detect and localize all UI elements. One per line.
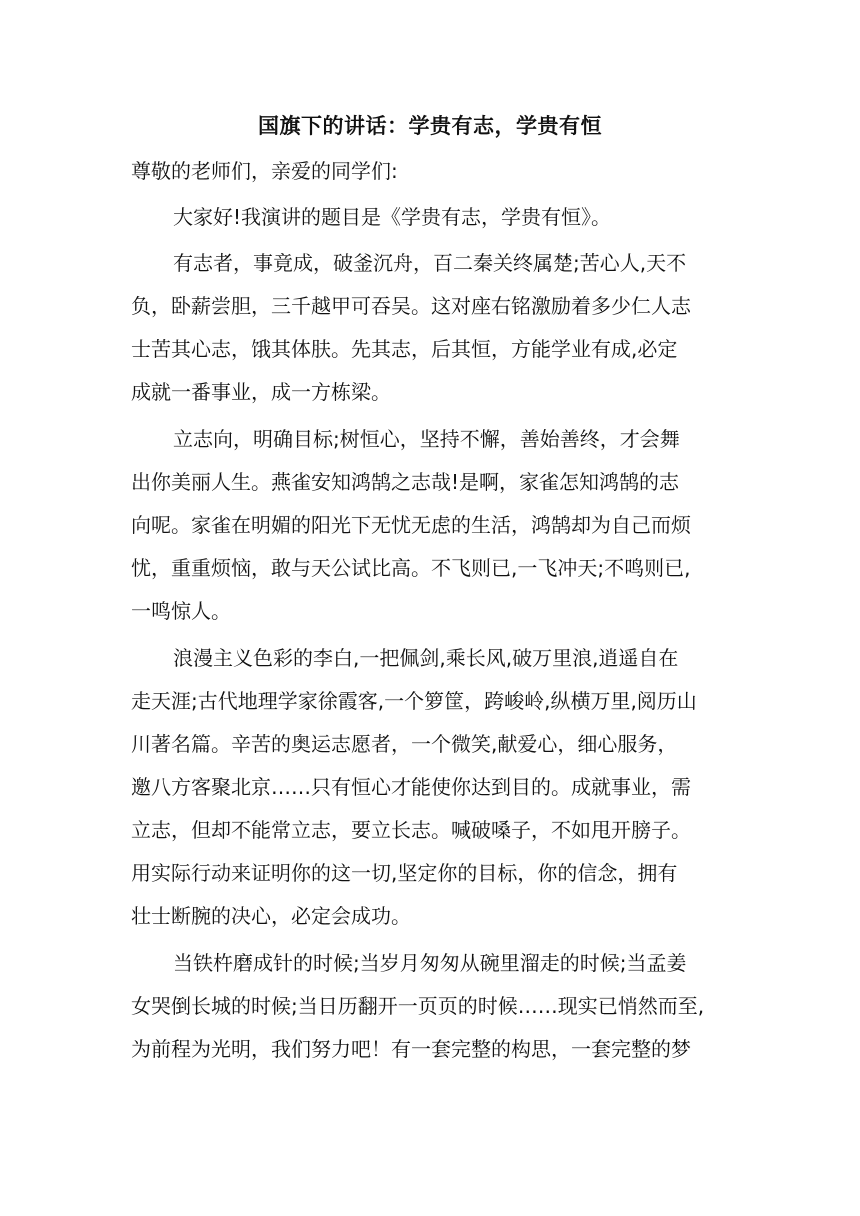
text-line: 浪漫主义色彩的李白,一把佩剑,乘长风,破万里浪,逍遥自在 <box>173 646 679 670</box>
text-line: 走天涯;古代地理学家徐霞客,一个箩筐，跨峻岭,纵横万里,阅历山 <box>131 689 697 713</box>
text-line: 女哭倒长城的时候;当日历翻开一页页的时候……现实已悄然而至, <box>131 994 705 1018</box>
text-line: 当铁杵磨成针的时候;当岁月匆匆从碗里溜走的时候;当孟姜 <box>173 951 687 975</box>
text-line: 用实际行动来证明你的这一切,坚定你的目标，你的信念，拥有 <box>131 861 678 885</box>
text-line: 向呢。家雀在明媚的阳光下无忧无虑的生活，鸿鹄却为自己而烦 <box>131 513 691 537</box>
text-line: 成就一番事业，成一方栋梁。 <box>131 380 391 404</box>
text-line: 负，卧薪尝胆，三千越甲可吞吴。这对座右铭激励着多少仁人志 <box>131 294 691 318</box>
text-line: 士苦其心志，饿其体肤。先其志，后其恒，方能学业有成,必定 <box>131 337 678 361</box>
text-line: 出你美丽人生。燕雀安知鸿鹄之志哉!是啊，家雀怎知鸿鹄的志 <box>131 470 680 494</box>
text-line: 大家好!我演讲的题目是《学贵有志，学贵有恒》。 <box>173 205 612 229</box>
text-line: 为前程为光明，我们努力吧！有一套完整的构思，一套完整的梦 <box>131 1037 691 1061</box>
text-line: 邀八方客聚北京……只有恒心才能使你达到目的。成就事业，需 <box>131 775 691 799</box>
text-line: 立志向，明确目标;树恒心，坚持不懈，善始善终，才会舞 <box>173 427 680 451</box>
text-line: 一鸣惊人。 <box>131 599 231 623</box>
text-line: 有志者，事竟成，破釜沉舟，百二秦关终属楚;苦心人,天不 <box>173 251 687 275</box>
text-line: 立志，但却不能常立志，要立长志。喊破嗓子，不如甩开膀子。 <box>131 818 691 842</box>
salutation: 尊敬的老师们，亲爱的同学们: <box>131 159 398 183</box>
document-title: 国旗下的讲话：学贵有志，学贵有恒 <box>258 114 602 138</box>
text-line: 川著名篇。辛苦的奥运志愿者，一个微笑,献爱心，细心服务， <box>131 732 678 756</box>
text-line: 忧，重重烦恼，敢与天公试比高。不飞则已,一飞冲天;不鸣则已, <box>131 556 691 580</box>
text-line: 壮士断腕的决心，必定会成功。 <box>131 904 411 928</box>
